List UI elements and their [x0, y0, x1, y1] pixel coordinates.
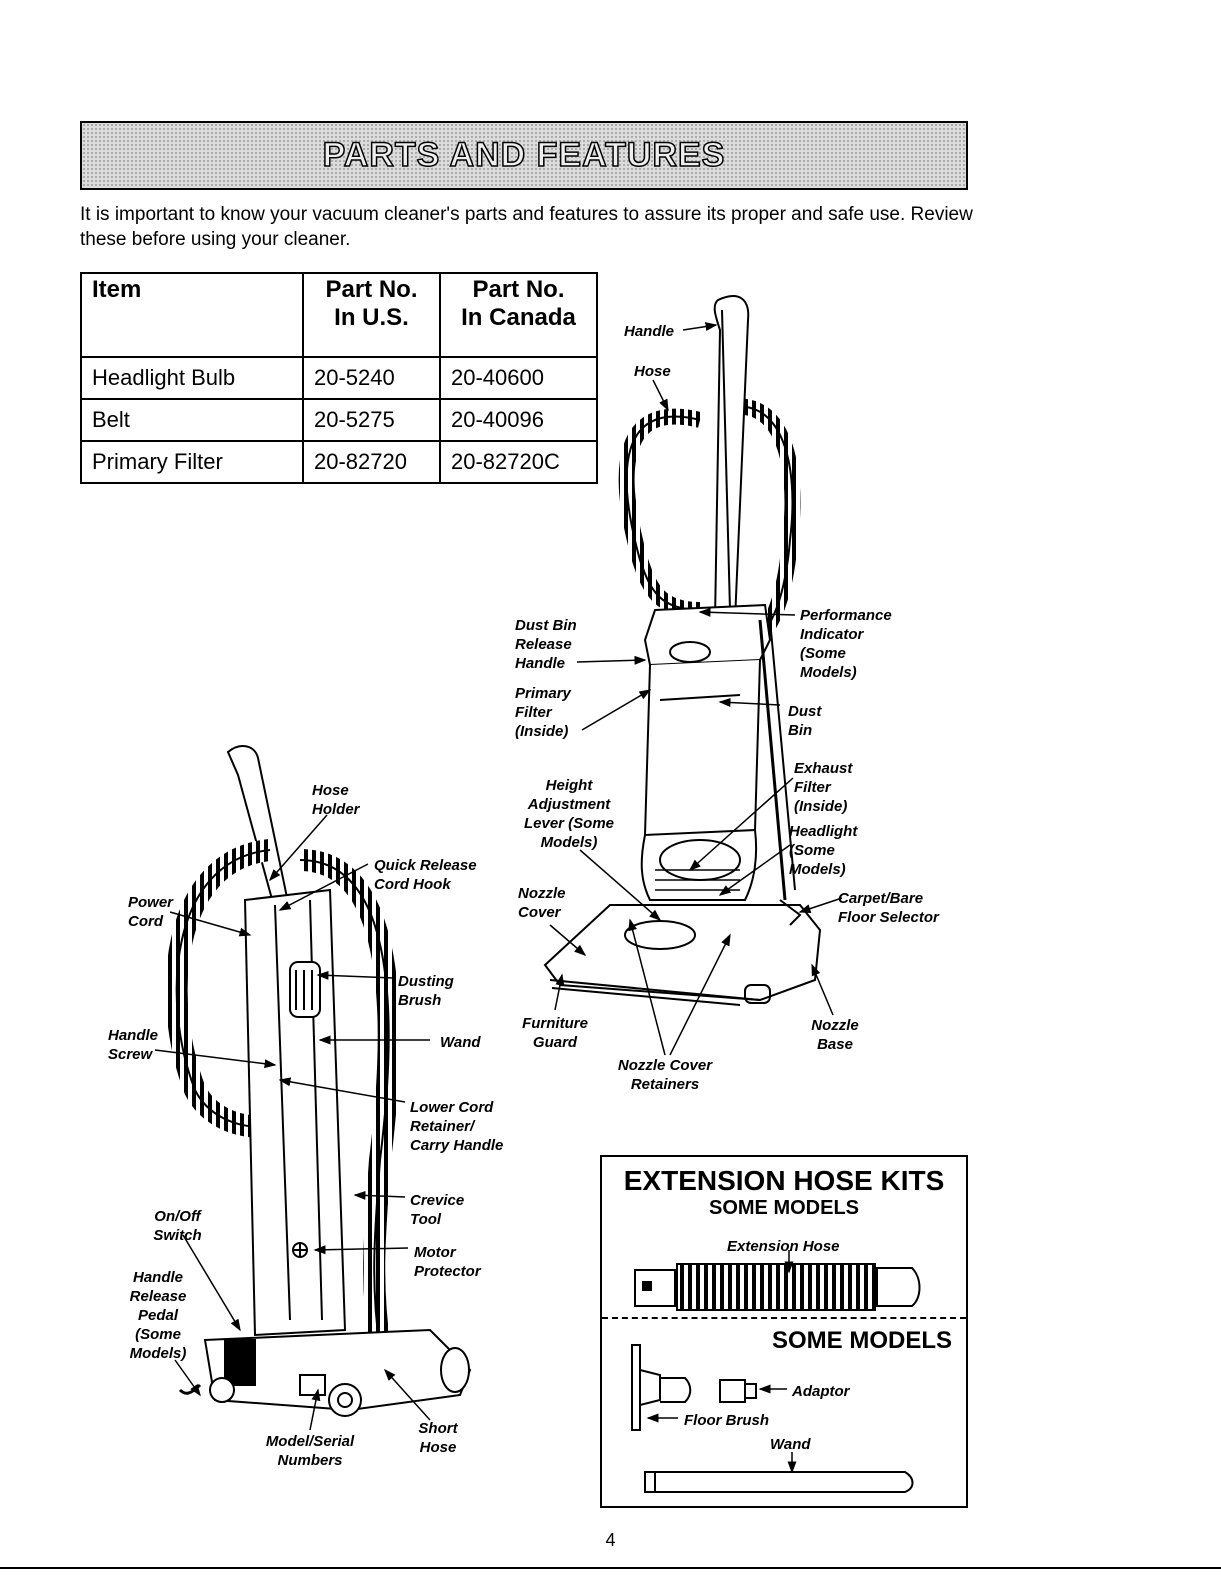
label-handle-screw: Handle Screw — [108, 1027, 159, 1063]
header-part-us-line2: In U.S. — [334, 304, 409, 331]
item-cell: Headlight Bulb — [81, 357, 303, 399]
header-part-ca-line2: In Canada — [461, 304, 576, 331]
label-carpet-bare-floor-selector: Carpet/Bare Floor Selector — [838, 890, 939, 926]
label-exhaust-filter: Exhaust Filter (Inside) — [794, 760, 853, 815]
label-nozzle-cover-retainers: Nozzle Cover Retainers — [617, 1057, 713, 1093]
label-kit-wand: Wand — [770, 1436, 811, 1453]
us-part-cell: 20-5275 — [303, 399, 440, 441]
front-vacuum-drawing — [545, 296, 820, 1005]
kits-subtitle: SOME MODELS — [708, 1197, 859, 1219]
label-model-serial-numbers: Model/Serial Numbers — [265, 1433, 355, 1469]
header-part-us-line1: Part No. — [325, 276, 418, 303]
item-cell: Belt — [81, 399, 303, 441]
us-part-cell: 20-5240 — [303, 357, 440, 399]
section-title: PARTS AND FEATURES — [322, 136, 726, 174]
label-crevice-tool: Crevice Tool — [410, 1192, 465, 1228]
label-performance-indicator: Performance Indicator (Some Models) — [800, 607, 892, 681]
label-quick-release-cord-hook: Quick Release Cord Hook — [374, 857, 477, 893]
back-vacuum-drawing — [177, 746, 470, 1416]
label-hose: Hose — [634, 363, 671, 380]
header-item: Item — [81, 273, 303, 357]
intro-paragraph: It is important to know your vacuum cleaner's parts and features to assure its proper and safe use. Review these before using your cleaner. — [80, 204, 973, 250]
ca-part-cell: 20-40600 — [440, 357, 597, 399]
header-part-ca-line1: Part No. — [472, 276, 565, 303]
label-nozzle-base: Nozzle Base — [811, 1017, 859, 1053]
label-short-hose: Short Hose — [418, 1420, 458, 1456]
label-nozzle-cover: Nozzle Cover — [518, 885, 566, 921]
page-number: 4 — [605, 1530, 616, 1550]
label-wand: Wand — [440, 1034, 481, 1051]
bottom-rule — [0, 1567, 1221, 1569]
label-height-adjustment: Height Adjustment Lever (Some Models) — [523, 777, 615, 851]
label-motor-protector: Motor Protector — [414, 1244, 481, 1280]
label-dusting-brush: Dusting Brush — [398, 973, 454, 1009]
us-part-cell: 20-82720 — [303, 441, 440, 483]
label-adaptor: Adaptor — [792, 1383, 850, 1400]
label-on-off-switch: On/Off Switch — [153, 1208, 202, 1244]
label-floor-brush: Floor Brush — [684, 1412, 769, 1429]
extension-hose-kits-box — [600, 1155, 968, 1508]
label-handle: Handle — [624, 323, 675, 340]
kits-divider — [602, 1317, 966, 1319]
ca-part-cell: 20-40096 — [440, 399, 597, 441]
label-dust-bin-release-handle: Dust Bin Release Handle — [515, 617, 577, 672]
kits-title: EXTENSION HOSE KITS — [623, 1165, 945, 1196]
ca-part-cell: 20-82720C — [440, 441, 597, 483]
label-hose-holder: Hose Holder — [312, 782, 360, 818]
label-dust-bin: Dust Bin — [788, 703, 822, 739]
label-handle-release-pedal: Handle Release Pedal (Some Models) — [129, 1269, 187, 1362]
label-extension-hose: Extension Hose — [727, 1238, 840, 1255]
label-furniture-guard: Furniture Guard — [522, 1015, 588, 1051]
label-primary-filter: Primary Filter (Inside) — [515, 685, 571, 740]
label-lower-cord-retainer: Lower Cord Retainer/ Carry Handle — [410, 1099, 504, 1154]
kits-subtitle-2: SOME MODELS — [771, 1327, 952, 1354]
item-cell: Primary Filter — [81, 441, 303, 483]
label-headlight: Headlight (Some Models) — [789, 823, 858, 878]
label-power-cord: Power Cord — [128, 894, 174, 930]
